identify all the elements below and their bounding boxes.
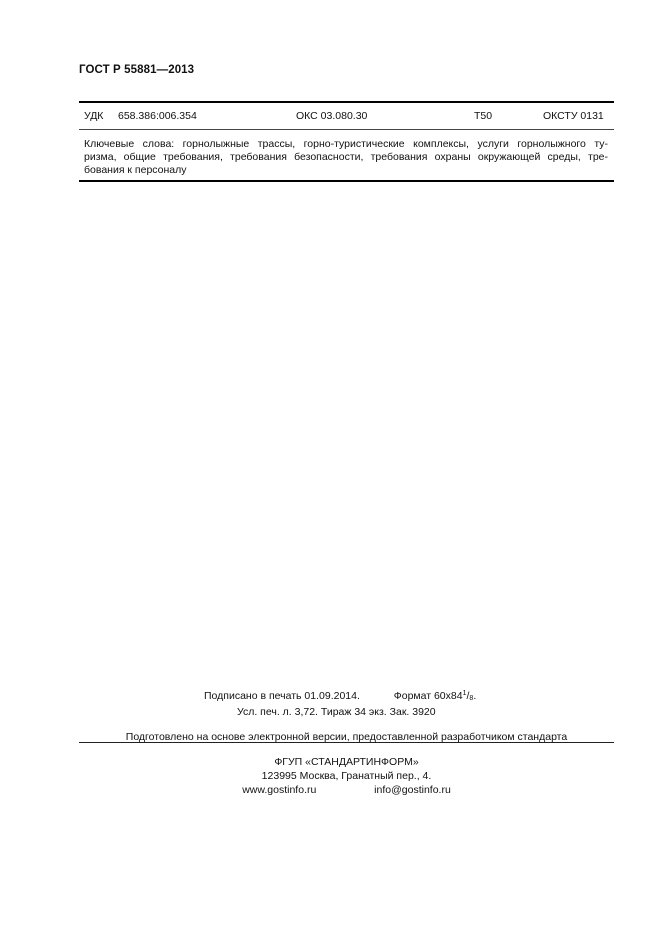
group-code: Т50 [474, 110, 493, 122]
bottom-rule [79, 180, 614, 182]
publisher-email[interactable]: info@gostinfo.ru [374, 784, 451, 796]
format-label: Формат 60x84 [393, 690, 463, 702]
publisher-website[interactable]: www.gostinfo.ru [242, 784, 317, 796]
signed-date: Подписано в печать 01.09.2014. [204, 690, 360, 702]
keywords-line-2: ризма, общие требования, требования безопасности, требования охраны окружающей среды, тре- [84, 151, 608, 163]
format-numerator: 1 [462, 690, 467, 697]
classification-row [84, 110, 609, 124]
oks-code: ОКС 03.080.30 [296, 110, 368, 122]
format-end: . [473, 690, 477, 702]
okstu-code: ОКСТУ 0131 [543, 110, 604, 122]
imprint-line-2: Усл. печ. л. 3,72. Тираж 34 экз. Зак. 3920 [237, 706, 436, 718]
imprint-line-1 [204, 690, 476, 702]
keywords-line-1: Ключевые слова: горнолыжные трассы, горно-туристические комплексы, услуги горнолыжного ту- [84, 138, 608, 150]
keywords-paragraph [84, 138, 608, 177]
middle-rule [79, 129, 614, 130]
prepared-note: Подготовлено на основе электронной версии, предоставленной разработчиком стандарта [125, 731, 568, 743]
udk-value: 658.386:006.354 [118, 110, 197, 122]
publisher-address: 123995 Москва, Гранатный пер., 4. [261, 770, 432, 782]
print-format: Формат $60x84^1/_8$. [393, 690, 477, 702]
format-denominator: 8 [469, 695, 474, 702]
publisher-contacts [79, 784, 614, 796]
udk-label: УДК [84, 110, 104, 122]
document-header: ГОСТ Р 55881—2013 [79, 64, 195, 76]
top-rule [79, 101, 614, 103]
keywords-line-3: бования к персоналу [84, 164, 187, 176]
publisher-name: ФГУП «СТАНДАРТИНФОРМ» [274, 756, 419, 768]
